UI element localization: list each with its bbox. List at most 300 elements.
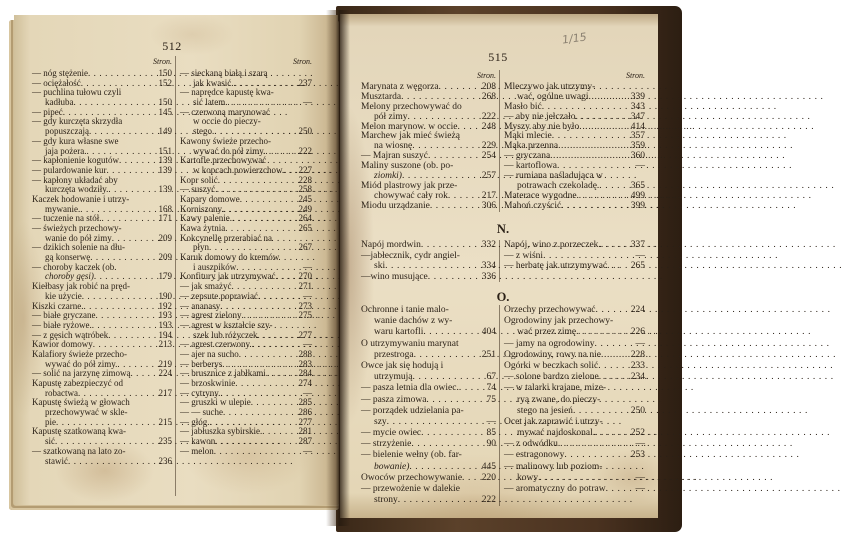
entry-text: — — suche — [180, 407, 223, 418]
page-reference: 252 — [630, 428, 645, 439]
entry-text: robactwa — [45, 387, 78, 398]
leader-dots — [423, 327, 479, 338]
leader-dots — [598, 361, 628, 372]
page-reference: 499 — [630, 190, 645, 201]
entry-text: — białe gryczane — [32, 310, 96, 321]
entry-text: i auszpików — [193, 261, 237, 272]
entry-text: wanie do pół zimy — [45, 232, 112, 243]
page-reference: 139 — [158, 155, 172, 166]
entry-text: — głóg. — [180, 416, 210, 427]
index-entry — [361, 240, 496, 251]
entry-text: — naprędce kapustę kwa- — [180, 87, 274, 98]
entry-text: — solić na jarzynę zimową — [32, 368, 131, 379]
index-entry — [504, 261, 645, 272]
page-reference: 285 — [298, 397, 312, 408]
entry-text: — ociężałość — [32, 77, 81, 88]
entry-text: na wiosnę — [374, 141, 413, 152]
page-reference: — — [303, 339, 312, 350]
page-reference: 306 — [481, 200, 496, 211]
page-reference: 336 — [481, 271, 496, 282]
page-reference: 226 — [630, 327, 645, 338]
leader-dots — [459, 383, 479, 394]
leader-dots — [385, 261, 479, 272]
index-entry — [504, 202, 645, 212]
page-reference: 179 — [158, 271, 172, 282]
index-entry — [504, 439, 645, 450]
entry-text: Ogrodowiny jak przechowy- — [504, 316, 614, 327]
leader-dots — [601, 240, 628, 251]
page-reference: 67 — [486, 372, 496, 383]
entry-text: wać, ogólne uwagi — [517, 91, 589, 102]
leader-dots — [606, 484, 628, 495]
entry-text: — kartoflowa — [504, 161, 558, 172]
entry-text: — cytryny. — [180, 387, 221, 398]
index-entry — [504, 450, 645, 461]
index-entry — [504, 339, 645, 350]
index-entry — [361, 450, 496, 461]
page-reference: 283 — [298, 358, 312, 369]
entry-text: — bielenie wełny (ob. far- — [361, 450, 462, 461]
page-reference: 219 — [158, 358, 172, 369]
entry-text: — herbatę jak utrzymywać — [504, 261, 608, 271]
page-reference: — — [635, 338, 645, 349]
page-reference: 224 — [158, 368, 172, 379]
leader-dots — [462, 473, 479, 484]
entry-text: Mąki mlecie — [504, 131, 552, 142]
entry-text: sić latem — [193, 97, 226, 108]
index-entry — [504, 428, 645, 439]
index-column — [361, 70, 499, 212]
page-reference: 267 — [298, 242, 312, 253]
entry-text: stawić — [45, 455, 68, 466]
entry-text: szy — [374, 416, 387, 427]
index-entry — [361, 251, 496, 262]
entry-text: Owoców przechowywanie — [361, 472, 463, 483]
entry-text: — agrest czerwony. — [180, 339, 252, 350]
entry-text: bowanie) — [374, 461, 410, 472]
page-reference: 235 — [158, 436, 172, 447]
entry-text: — z wiśni — [504, 250, 544, 261]
entry-text: wać przez zimę — [517, 327, 577, 338]
page-reference: 228 — [298, 174, 312, 185]
entry-text: Kartofle przechowywać — [180, 155, 267, 166]
page-reference: 347 — [630, 111, 645, 122]
index-entry — [504, 417, 645, 428]
leader-dots — [595, 428, 628, 439]
page-reference: — — [635, 161, 645, 172]
entry-text: Marchew jak mieć świeżą — [361, 131, 460, 142]
index-column — [499, 305, 645, 506]
index-section — [361, 70, 645, 212]
page-reference: 190 — [158, 290, 172, 301]
page-reference: 274 — [298, 378, 312, 388]
entry-text: Ocet jak zaprawić i utrzy- — [504, 416, 603, 427]
page-reference: 275 — [298, 310, 312, 321]
index-entry — [361, 462, 496, 473]
entry-text: Napój mordwin — [361, 240, 421, 250]
index-entry — [361, 417, 496, 428]
entry-text: Miód plastrowy jak prze- — [361, 180, 458, 191]
column-header: Stron. — [292, 57, 312, 66]
entry-text: — puchlina tułowu czyli — [32, 87, 122, 98]
leader-dots — [387, 417, 479, 428]
index-entry — [504, 406, 645, 417]
entry-text: Orzechy przechowywać — [504, 305, 596, 315]
entry-text: — w talarki krajane, mize- — [504, 383, 607, 394]
index-entry — [361, 372, 496, 383]
page-reference: 217 — [481, 190, 496, 201]
index-entry — [361, 261, 496, 272]
index-sections — [340, 14, 658, 518]
page-reference: 273 — [298, 300, 312, 311]
index-column — [361, 305, 499, 506]
entry-text: Kiełbasy jak robić na pręd- — [32, 281, 130, 292]
page-reference: 193 — [158, 310, 172, 321]
entry-text: ski — [374, 261, 386, 271]
entry-text: —jabłecznik, cydr angiel- — [361, 250, 460, 261]
page-reference: — — [303, 445, 312, 456]
index-entry — [504, 240, 645, 251]
leader-dots — [414, 350, 479, 361]
entry-text: Materace wygodne — [504, 190, 577, 201]
entry-text: — kawon — [180, 436, 216, 447]
leader-dots — [421, 428, 479, 439]
page-reference: 234 — [630, 372, 645, 383]
section-letter-heading: O. — [496, 290, 510, 304]
index-entry — [361, 305, 496, 316]
pencil-note: 1/15 — [561, 30, 588, 47]
index-entry — [361, 473, 496, 484]
entry-text: potrawach czekoladę. — [517, 180, 600, 191]
entry-text: — gryczana — [504, 151, 551, 162]
leader-dots — [409, 462, 479, 473]
entry-text: Ogrodowiny, rowy na nie — [504, 349, 602, 360]
entry-text: Kaczek hodowanie i utrzy- — [32, 193, 130, 204]
page-reference: 281 — [298, 426, 312, 437]
page-reference: 217 — [158, 387, 172, 398]
entry-text: utrzymują — [374, 372, 413, 383]
entry-text: pół zimy — [374, 111, 408, 122]
entry-text: płyn — [193, 242, 210, 253]
page-reference: 357 — [630, 131, 645, 142]
entry-text: — świeżych przechowy- — [32, 223, 122, 233]
page-reference: 270 — [298, 271, 312, 282]
page-reference: 233 — [630, 360, 645, 371]
page-reference: 237 — [298, 77, 312, 88]
page-reference: — — [303, 261, 312, 272]
section-letter-heading: N. — [496, 222, 510, 236]
entry-text: kadłuba — [45, 97, 74, 108]
index-column — [175, 56, 312, 496]
entry-text: — sieckaną białą i szarą — [180, 68, 268, 78]
entry-text: — choroby kaczek (ob. — [32, 261, 117, 272]
page-reference: 220 — [481, 472, 496, 483]
entry-text: Kawy palenie. — [180, 213, 232, 224]
index-entry — [504, 372, 645, 383]
leader-dots — [457, 123, 479, 133]
page-reference: 258 — [298, 184, 312, 195]
index-entry — [504, 462, 645, 473]
entry-text: Kapustę świeżą w głowach — [32, 397, 130, 408]
entry-text: — gruszki w ulepie — [180, 397, 251, 408]
index-entry — [504, 473, 645, 484]
leader-dots — [68, 457, 155, 467]
page-reference: 404 — [481, 327, 496, 338]
entry-text: gą konserwę — [45, 252, 91, 263]
entry-text: — jak smażyć — [180, 281, 232, 292]
page-reference: 365 — [630, 180, 645, 191]
index-entry — [361, 272, 496, 283]
entry-text: szek lub różyczek — [193, 329, 258, 340]
page-reference: — — [635, 439, 645, 450]
index-entry — [361, 439, 496, 450]
entry-text: pie — [45, 416, 56, 427]
entry-text: Kokcynellę przerabiać na — [180, 232, 272, 243]
entry-text: Kopr solić — [180, 174, 218, 185]
entry-text: — melon — [180, 445, 214, 456]
entry-text: jak kwasić. — [193, 77, 234, 88]
index-entry — [504, 305, 645, 316]
entry-text: — estragonowy — [504, 450, 565, 461]
page-reference: 245 — [298, 193, 312, 204]
page-reference: 250 — [298, 126, 312, 137]
page-reference: 75 — [486, 394, 496, 405]
index-entry — [504, 383, 645, 394]
entry-text: — nóg stężenie — [32, 68, 88, 78]
index-entry — [504, 350, 645, 361]
leader-dots — [214, 447, 295, 457]
entry-text: — aby nie jełczało — [504, 111, 576, 122]
index-columns — [32, 56, 312, 496]
page-reference: 145 — [158, 106, 172, 117]
entry-text: kie użycie — [45, 290, 82, 301]
entry-text: — agrest zielony — [180, 310, 242, 321]
page-reference: 339 — [630, 91, 645, 102]
page-reference: 222 — [481, 111, 496, 122]
entry-text: — kapłonienie kogutów — [32, 155, 119, 166]
section-columns — [361, 240, 645, 282]
index-entry — [361, 484, 496, 495]
leader-dots — [428, 272, 479, 283]
page-reference: 284 — [298, 368, 312, 379]
leader-dots — [576, 327, 628, 338]
entry-text: mywać najdoskonal. — [517, 428, 596, 439]
entry-text: wanie dachów z wy- — [374, 316, 453, 327]
left-page — [14, 15, 338, 505]
page-reference: 271 — [298, 281, 312, 292]
page-reference: 236 — [158, 455, 172, 466]
entry-text: Kapustę szatkowaną kwa- — [32, 426, 126, 437]
entry-text: Kiszki czarne. — [32, 300, 84, 311]
page-reference: 445 — [481, 461, 496, 472]
entry-text: — agrest w kształcie szy- — [180, 319, 273, 330]
page-reference: 150 — [158, 97, 172, 108]
index-entry — [361, 350, 496, 361]
entry-text: Masło bić — [504, 101, 542, 112]
leader-dots — [398, 495, 479, 506]
entry-text: — ananasy — [180, 300, 221, 311]
entry-text: — suszyć — [180, 184, 216, 195]
page-reference: 249 — [298, 203, 312, 214]
page-reference: 151 — [158, 145, 172, 156]
entry-text: — brusznice z jabłkami — [180, 368, 266, 379]
page-reference: 268 — [481, 91, 496, 102]
section-columns — [361, 70, 645, 212]
page-reference: 264 — [298, 213, 312, 224]
entry-text: Owce jak się hodują i — [361, 360, 444, 371]
leader-dots — [411, 439, 479, 450]
index-entry — [32, 457, 172, 467]
entry-text: Napój, wino z porzeczek. — [504, 240, 601, 250]
leader-dots — [561, 202, 628, 212]
page-reference: 139 — [158, 184, 172, 195]
page-reference: 224 — [630, 305, 645, 315]
leader-dots — [430, 202, 479, 212]
entry-text: chowywać cały rok — [374, 190, 448, 201]
entry-text: Kalafiory świeże przecho- — [32, 348, 127, 359]
index-entry — [504, 484, 645, 495]
entry-text: Mahoń czyścić — [504, 200, 562, 211]
entry-text: stego. — [193, 126, 215, 137]
page-reference: 171 — [158, 213, 172, 224]
page-reference: 215 — [158, 416, 172, 427]
page-reference: 90 — [486, 439, 496, 450]
leader-dots — [601, 350, 628, 361]
index-entry — [504, 327, 645, 338]
index-entry — [504, 395, 645, 406]
book-gutter-shadow — [326, 10, 350, 526]
page-reference: — — [635, 484, 645, 494]
page-reference: 265 — [630, 261, 645, 271]
index-entry — [504, 251, 645, 262]
page-reference: 248 — [481, 121, 496, 132]
entry-text: — brzoskwinie — [180, 378, 236, 388]
leader-dots — [538, 473, 628, 484]
entry-text: Kapary domowe — [180, 193, 240, 204]
page-reference: 277 — [298, 329, 312, 340]
entry-text: wywać do pół zimy. — [193, 145, 266, 156]
entry-text: — pipeć — [32, 106, 63, 117]
entry-text: przestroga — [374, 349, 414, 360]
entry-text: Myszy aby nie było — [504, 121, 580, 132]
page-reference: 414 — [630, 121, 645, 132]
entry-text: waru kartofli — [374, 327, 424, 338]
index-entry — [361, 316, 496, 327]
leader-dots — [599, 372, 628, 383]
leader-dots — [596, 305, 628, 316]
leader-dots — [265, 147, 295, 157]
leader-dots — [564, 450, 628, 461]
entry-text: Musztarda — [361, 91, 402, 102]
page-reference: 359 — [630, 141, 645, 152]
index-entry — [361, 327, 496, 338]
entry-text: Ochronne i tanie malo- — [361, 305, 449, 315]
page-reference: 360 — [630, 151, 645, 162]
entry-text: — malinowy lub poziom- — [504, 461, 603, 472]
entry-text: — przewożenie w dalekie — [361, 484, 460, 494]
leader-dots — [595, 339, 628, 350]
page-reference: 254 — [481, 151, 496, 162]
page-reference: — — [303, 387, 312, 398]
index-section — [361, 219, 645, 282]
page-reference: 332 — [481, 240, 496, 250]
entry-text: — rumiana naśladująca w — [504, 171, 603, 182]
page-reference: — — [635, 472, 645, 483]
page-reference: 257 — [481, 171, 496, 182]
entry-text: sić — [45, 436, 55, 447]
entry-text: ziomki) — [374, 171, 402, 182]
entry-text: Marynata z węgorza — [361, 82, 439, 92]
entry-text: — Majran suszyć — [361, 151, 429, 162]
page-reference: 251 — [481, 349, 496, 360]
entry-text: — porządek udzielania pa- — [361, 405, 464, 416]
entry-text: Kapustę zabezpieczyć od — [32, 378, 123, 388]
leader-dots — [543, 251, 628, 262]
index-entry — [504, 361, 645, 372]
page-number: 515 — [488, 50, 508, 64]
page-reference: 229 — [481, 141, 496, 152]
index-entry — [504, 316, 645, 327]
page-reference: 209 — [158, 232, 172, 243]
page-reference: 222 — [481, 495, 496, 506]
index-entry — [361, 395, 496, 406]
page-reference: 253 — [630, 450, 645, 461]
entry-text: — szatkowaną na lato zo- — [32, 445, 126, 456]
entry-text: Kawony świeże przecho- — [180, 135, 271, 146]
entry-text: — pasza letnia dla owiec. — [361, 383, 459, 394]
index-column — [499, 70, 645, 212]
entry-text: O utrzymywaniu marynat — [361, 338, 459, 349]
entry-text: — tuczenie na stół. — [32, 213, 102, 224]
entry-text: Melon marynow. w occie — [361, 121, 458, 132]
entry-text: — pasza zimowa — [361, 394, 427, 405]
page-reference: — — [635, 250, 645, 261]
page-reference: 287 — [298, 436, 312, 447]
index-entry — [361, 361, 496, 372]
entry-text: Kawa żytnia — [180, 223, 226, 233]
entry-text: — zepsute poprawiać — [180, 290, 258, 301]
page-reference: 343 — [630, 101, 645, 112]
index-entry — [361, 383, 496, 394]
page-reference: — — [303, 97, 312, 108]
page-reference: — — [303, 290, 312, 301]
entry-text: — gdy kurczęta skrzydła — [32, 116, 123, 127]
entry-text: —wino musujące — [361, 271, 428, 282]
page-reference: — — [486, 416, 496, 427]
page-reference: 399 — [630, 200, 645, 211]
entry-text: — jamy na ogrodowiny — [504, 338, 595, 349]
page-reference: 74 — [486, 383, 496, 394]
index-entry — [361, 406, 496, 417]
entry-text: — berberys — [180, 358, 223, 369]
entry-text: popuszczają — [45, 126, 89, 137]
entry-text: — kapłony układać aby — [32, 174, 118, 185]
entry-text: — aromatyczny do potraw — [504, 484, 606, 494]
column-header: Stron. — [476, 71, 496, 80]
entry-text: ryą zwane, do pieczy- — [517, 394, 601, 405]
page-reference: 227 — [298, 164, 312, 175]
entry-text: Melony przechowywać do — [361, 101, 462, 112]
entry-text: — pulardowanie kur — [32, 164, 107, 175]
entry-text: w kopcach powierzchow. — [193, 164, 285, 175]
entry-text: Mąka przenna — [504, 141, 559, 152]
leader-dots — [413, 372, 479, 383]
page-reference: 222 — [298, 145, 312, 156]
entry-text: stego na jesień — [517, 405, 573, 416]
page-reference: 192 — [158, 300, 172, 311]
entry-text: Konfitury jak utrzymywać — [180, 271, 276, 282]
page-reference: 85 — [486, 428, 496, 439]
